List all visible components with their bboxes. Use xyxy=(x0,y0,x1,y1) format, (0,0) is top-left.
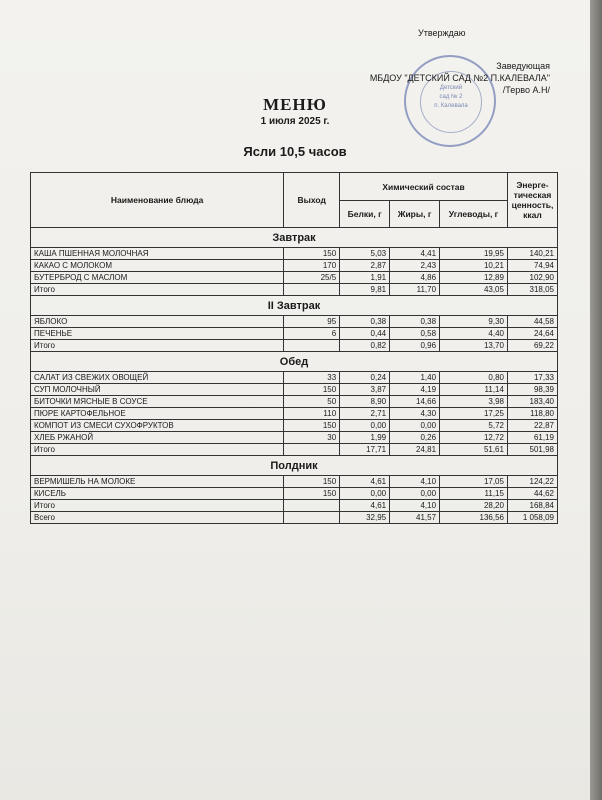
value-cell: 501,98 xyxy=(507,444,557,456)
value-cell: 4,30 xyxy=(390,408,440,420)
value-cell: 118,80 xyxy=(507,408,557,420)
meal-section-title: Обед xyxy=(31,352,558,372)
menu-date: 1 июля 2025 г. xyxy=(260,116,330,127)
table-row xyxy=(31,476,558,488)
value-cell xyxy=(284,444,340,456)
value-cell: 150 xyxy=(284,488,340,500)
value-cell: 136,56 xyxy=(440,512,508,524)
organization-name: МБДОУ "ДЕТСКИЙ САД №2 П.КАЛЕВАЛА" xyxy=(369,73,550,83)
table-row xyxy=(31,384,558,396)
value-cell: 95 xyxy=(284,316,340,328)
background-edge xyxy=(590,0,602,800)
value-cell: 140,21 xyxy=(507,248,557,260)
grand-total-row xyxy=(31,512,558,524)
page-title: МЕНЮ xyxy=(263,95,327,114)
value-cell: 1,40 xyxy=(390,372,440,384)
dish-name-cell: КИСЕЛЬ xyxy=(31,488,284,500)
dish-name-cell: САЛАТ ИЗ СВЕЖИХ ОВОЩЕЙ xyxy=(31,372,284,384)
table-row xyxy=(31,260,558,272)
meal-section-header xyxy=(31,352,558,372)
value-cell: 102,90 xyxy=(507,272,557,284)
value-cell: 8,90 xyxy=(340,396,390,408)
dish-name-cell: ХЛЕБ РЖАНОЙ xyxy=(31,432,284,444)
value-cell: 28,20 xyxy=(440,500,508,512)
column-header-fat: Жиры, г xyxy=(390,201,440,228)
value-cell: 22,87 xyxy=(507,420,557,432)
value-cell xyxy=(284,284,340,296)
value-cell: 44,62 xyxy=(507,488,557,500)
value-cell xyxy=(284,500,340,512)
value-cell: 4,40 xyxy=(440,328,508,340)
total-row xyxy=(31,500,558,512)
value-cell xyxy=(284,512,340,524)
value-cell: 150 xyxy=(284,476,340,488)
total-row xyxy=(31,444,558,456)
dish-name-cell: ПЮРЕ КАРТОФЕЛЬНОЕ xyxy=(31,408,284,420)
value-cell: 0,26 xyxy=(390,432,440,444)
dish-name-cell: ПЕЧЕНЬЕ xyxy=(31,328,284,340)
dish-name-cell: СУП МОЛОЧНЫЙ xyxy=(31,384,284,396)
value-cell: 33 xyxy=(284,372,340,384)
value-cell: 124,22 xyxy=(507,476,557,488)
value-cell: 43,05 xyxy=(440,284,508,296)
table-row xyxy=(31,432,558,444)
table-row xyxy=(31,272,558,284)
value-cell: 2,43 xyxy=(390,260,440,272)
value-cell: 24,64 xyxy=(507,328,557,340)
value-cell: 61,19 xyxy=(507,432,557,444)
table-row xyxy=(31,372,558,384)
value-cell: 17,71 xyxy=(340,444,390,456)
value-cell: 6 xyxy=(284,328,340,340)
value-cell: 24,81 xyxy=(390,444,440,456)
value-cell: 150 xyxy=(284,420,340,432)
value-cell: 0,00 xyxy=(390,488,440,500)
value-cell: 0,58 xyxy=(390,328,440,340)
value-cell: 0,24 xyxy=(340,372,390,384)
value-cell: 0,82 xyxy=(340,340,390,352)
dish-name-cell: ВЕРМИШЕЛЬ НА МОЛОКЕ xyxy=(31,476,284,488)
value-cell: 4,41 xyxy=(390,248,440,260)
value-cell: 0,44 xyxy=(340,328,390,340)
table-row xyxy=(31,396,558,408)
value-cell: 2,87 xyxy=(340,260,390,272)
meal-section-title: II Завтрак xyxy=(31,296,558,316)
value-cell: 17,25 xyxy=(440,408,508,420)
value-cell: 1,99 xyxy=(340,432,390,444)
column-header-chemical: Химический состав xyxy=(340,173,508,201)
value-cell: 51,61 xyxy=(440,444,508,456)
table-row xyxy=(31,420,558,432)
column-header-protein: Белки, г xyxy=(340,201,390,228)
dish-name-cell: Итого xyxy=(31,500,284,512)
value-cell: 32,95 xyxy=(340,512,390,524)
value-cell: 13,70 xyxy=(440,340,508,352)
value-cell: 30 xyxy=(284,432,340,444)
value-cell: 5,72 xyxy=(440,420,508,432)
value-cell: 10,21 xyxy=(440,260,508,272)
dish-name-cell: БИТОЧКИ МЯСНЫЕ В СОУСЕ xyxy=(31,396,284,408)
value-cell xyxy=(284,340,340,352)
value-cell: 170 xyxy=(284,260,340,272)
table-row xyxy=(31,248,558,260)
value-cell: 17,05 xyxy=(440,476,508,488)
value-cell: 12,72 xyxy=(440,432,508,444)
value-cell: 44,58 xyxy=(507,316,557,328)
table-row xyxy=(31,316,558,328)
value-cell: 4,86 xyxy=(390,272,440,284)
value-cell: 41,57 xyxy=(390,512,440,524)
value-cell: 1,91 xyxy=(340,272,390,284)
stamp-text: сад № 2 xyxy=(439,94,463,100)
dish-name-cell: КАКАО С МОЛОКОМ xyxy=(31,260,284,272)
value-cell: 4,10 xyxy=(390,500,440,512)
meal-section-title: Полдник xyxy=(31,456,558,476)
value-cell: 0,38 xyxy=(390,316,440,328)
value-cell: 4,10 xyxy=(390,476,440,488)
menu-table-body xyxy=(31,228,558,524)
value-cell: 150 xyxy=(284,248,340,260)
table-row xyxy=(31,408,558,420)
column-header-yield: Выход xyxy=(284,173,340,228)
column-header-energy: Энерге-тическая ценность, ккал xyxy=(507,173,557,228)
value-cell: 0,96 xyxy=(390,340,440,352)
value-cell: 2,71 xyxy=(340,408,390,420)
dish-name-cell: КАША ПШЕННАЯ МОЛОЧНАЯ xyxy=(31,248,284,260)
total-row xyxy=(31,340,558,352)
value-cell: 0,38 xyxy=(340,316,390,328)
dish-name-cell: БУТЕРБРОД С МАСЛОМ xyxy=(31,272,284,284)
head-title: Заведующая xyxy=(496,61,550,71)
value-cell: 12,89 xyxy=(440,272,508,284)
menu-table xyxy=(30,172,558,524)
value-cell: 1 058,09 xyxy=(507,512,557,524)
approve-label: Утверждаю xyxy=(418,28,466,38)
value-cell: 0,00 xyxy=(340,488,390,500)
dish-name-cell: Итого xyxy=(31,444,284,456)
value-cell: 69,22 xyxy=(507,340,557,352)
dish-name-cell: КОМПОТ ИЗ СМЕСИ СУХОФРУКТОВ xyxy=(31,420,284,432)
value-cell: 318,05 xyxy=(507,284,557,296)
value-cell: 5,03 xyxy=(340,248,390,260)
column-header-carbs: Углеводы, г xyxy=(440,201,508,228)
dish-name-cell: Итого xyxy=(31,284,284,296)
value-cell: 4,61 xyxy=(340,476,390,488)
value-cell: 9,81 xyxy=(340,284,390,296)
total-row xyxy=(31,284,558,296)
value-cell: 11,14 xyxy=(440,384,508,396)
value-cell: 4,61 xyxy=(340,500,390,512)
value-cell: 4,19 xyxy=(390,384,440,396)
value-cell: 19,95 xyxy=(440,248,508,260)
value-cell: 98,39 xyxy=(507,384,557,396)
value-cell: 0,80 xyxy=(440,372,508,384)
meal-section-header xyxy=(31,456,558,476)
signer-name: /Терво А.Н/ xyxy=(502,85,550,95)
value-cell: 168,84 xyxy=(507,500,557,512)
value-cell: 17,33 xyxy=(507,372,557,384)
value-cell: 25/5 xyxy=(284,272,340,284)
value-cell: 9,30 xyxy=(440,316,508,328)
stamp-text: п. Калевала xyxy=(434,103,468,109)
value-cell: 150 xyxy=(284,384,340,396)
table-row xyxy=(31,488,558,500)
stamp-text: Детский xyxy=(439,85,463,91)
meal-section-title: Завтрак xyxy=(31,228,558,248)
value-cell: 74,94 xyxy=(507,260,557,272)
value-cell: 3,98 xyxy=(440,396,508,408)
meal-section-header xyxy=(31,228,558,248)
value-cell: 0,00 xyxy=(390,420,440,432)
value-cell: 50 xyxy=(284,396,340,408)
group-name: Ясли 10,5 часов xyxy=(243,144,347,159)
value-cell: 0,00 xyxy=(340,420,390,432)
value-cell: 3,87 xyxy=(340,384,390,396)
value-cell: 183,40 xyxy=(507,396,557,408)
value-cell: 11,70 xyxy=(390,284,440,296)
dish-name-cell: Итого xyxy=(31,340,284,352)
meal-section-header xyxy=(31,296,558,316)
dish-name-cell: Всего xyxy=(31,512,284,524)
approval-block xyxy=(370,60,550,96)
column-header-name: Наименование блюда xyxy=(31,173,284,228)
table-row xyxy=(31,328,558,340)
dish-name-cell: ЯБЛОКО xyxy=(31,316,284,328)
value-cell: 14,66 xyxy=(390,396,440,408)
value-cell: 11,15 xyxy=(440,488,508,500)
value-cell: 110 xyxy=(284,408,340,420)
